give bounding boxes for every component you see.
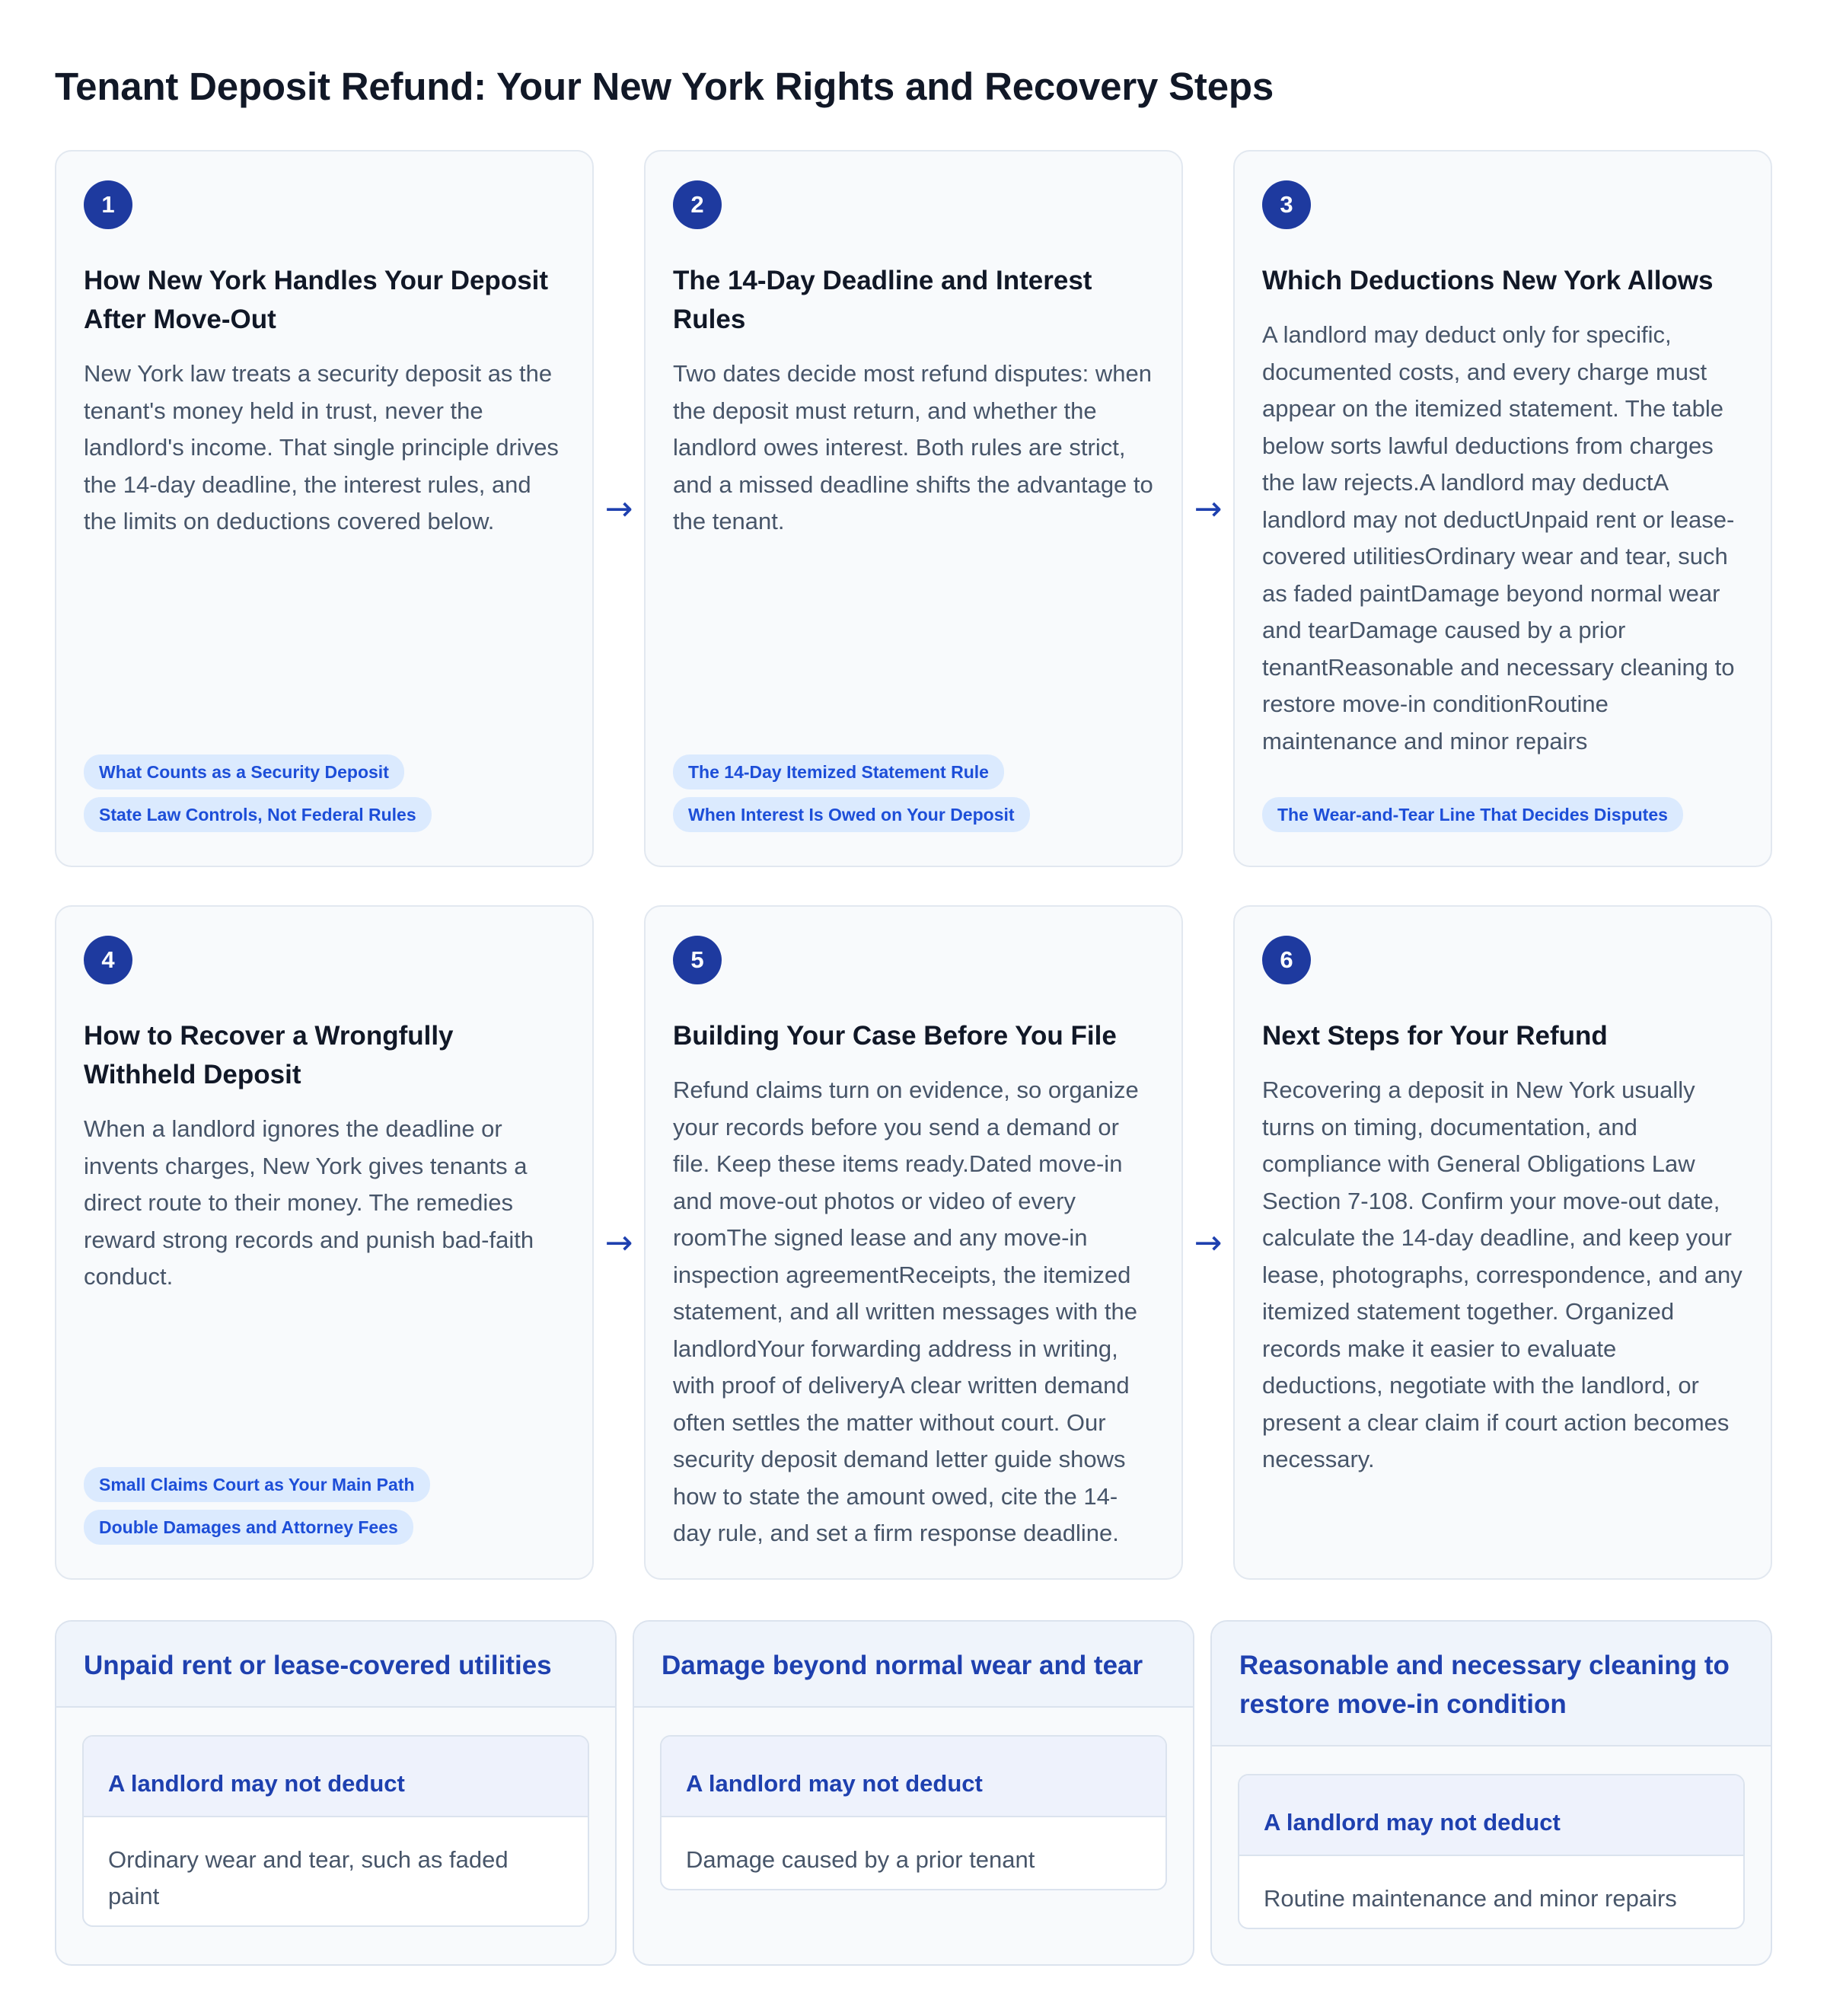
topic-tag[interactable]: Small Claims Court as Your Main Path: [84, 1467, 430, 1502]
step-body: When a landlord ignores the deadline or invents charges, New York gives tenants a direct route to their money. The remedies reward strong records and punish bad-faith conduct.: [84, 1115, 534, 1290]
topic-tag[interactable]: The 14-Day Itemized Statement Rule: [673, 754, 1004, 789]
not-allowed-panel: [82, 1735, 589, 1927]
step-card-4: [55, 905, 594, 1580]
not-allowed-deduction: Damage caused by a prior tenant: [686, 1846, 1035, 1873]
topic-tag[interactable]: Double Damages and Attorney Fees: [84, 1510, 413, 1545]
step-body: New York law treats a security deposit as the tenant's money held in trust, never the landlord's income. That single principle drives the 14-day deadline, the interest rules, and the limits on deductions covered below.: [84, 360, 559, 534]
not-allowed-deduction: Ordinary wear and tear, such as faded paint: [108, 1846, 509, 1909]
arrow-right-icon: →: [1194, 489, 1223, 528]
step-title: How New York Handles Your Deposit After Move-Out: [84, 266, 549, 334]
step-tags: [673, 754, 1154, 832]
allowed-deduction: Damage beyond normal wear and tear: [634, 1622, 1193, 1708]
allowed-deduction: Unpaid rent or lease-covered utilities: [56, 1622, 615, 1708]
step-tags: [84, 1467, 565, 1545]
step-title: The 14-Day Deadline and Interest Rules: [673, 266, 1092, 334]
step-tags: [84, 754, 565, 832]
topic-tag[interactable]: The Wear-and-Tear Line That Decides Disputes: [1262, 797, 1683, 832]
step-card-3: [1233, 150, 1772, 867]
step-card-6: [1233, 905, 1772, 1580]
step-number-badge: 5: [673, 936, 722, 984]
step-title: Building Your Case Before You File: [673, 1021, 1117, 1051]
step-card-1: [55, 150, 594, 867]
step-card-5: [644, 905, 1183, 1580]
step-number-badge: 1: [84, 180, 132, 229]
not-allowed-label: A landlord may not deduct: [1239, 1775, 1743, 1856]
step-title: How to Recover a Wrongfully Withheld Deposit: [84, 1021, 454, 1089]
step-card-2: [644, 150, 1183, 867]
topic-tag[interactable]: State Law Controls, Not Federal Rules: [84, 797, 432, 832]
deduction-card: [1210, 1620, 1772, 1966]
deduction-card: [633, 1620, 1194, 1966]
deductions-table: [55, 1620, 1772, 1966]
step-number-badge: 3: [1262, 180, 1311, 229]
not-allowed-deduction: Routine maintenance and minor repairs: [1264, 1885, 1677, 1912]
arrow-right-icon: →: [604, 489, 633, 528]
step-number-badge: 2: [673, 180, 722, 229]
step-title: Which Deductions New York Allows: [1262, 266, 1714, 295]
step-body: Recovering a deposit in New York usually turns on timing, documentation, and compliance with General Obligations Law Section 7-108. Confirm your move-out date, calculate the 14-day deadline, and keep your lease, photographs, correspondence, and any itemized statement together. Organized records make it easier to evaluate deductions, negotiate with the landlord, or present a clear claim if court action becomes necessary.: [1262, 1077, 1743, 1472]
topic-tag[interactable]: What Counts as a Security Deposit: [84, 754, 404, 789]
arrow-right-icon: →: [1194, 1223, 1223, 1262]
step-body: Refund claims turn on evidence, so organize your records before you send a demand or file. Keep these items ready.Dated move-in and move-out photos or video of every roomThe signed lease and any move-in inspection agreementReceipts, the itemized statement, and all written messages with the landlordYour forwarding address in writing, with proof of deliveryA clear written demand often settles the matter without court. Our security deposit demand letter guide shows how to state the amount owed, cite the 14-day rule, and set a firm response deadline.: [673, 1077, 1139, 1546]
step-number-badge: 4: [84, 936, 132, 984]
step-body: Two dates decide most refund disputes: when the deposit must return, and whether the landlord owes interest. Both rules are strict, and a missed deadline shifts the advantage to the tenant.: [673, 360, 1153, 534]
steps-row: [55, 905, 1772, 1580]
step-number-badge: 6: [1262, 936, 1311, 984]
not-allowed-label: A landlord may not deduct: [84, 1737, 588, 1817]
not-allowed-panel: [660, 1735, 1167, 1890]
allowed-deduction: Reasonable and necessary cleaning to restore move-in condition: [1212, 1622, 1771, 1746]
step-tags: [1262, 797, 1743, 832]
step-body: A landlord may deduct only for specific, documented costs, and every charge must appear on the itemized statement. The table below sorts lawful deductions from charges the law rejects.A landlord may deductA landlord may not deductUnpaid rent or lease-covered utilitiesOrdinary wear and tear, such as faded paintDamage beyond normal wear and tearDamage caused by a prior tenantReasonable and necessary cleaning to restore move-in conditionRoutine maintenance and minor repairs: [1262, 321, 1735, 754]
deduction-card: [55, 1620, 617, 1966]
not-allowed-label: A landlord may not deduct: [662, 1737, 1165, 1817]
steps-row: [55, 150, 1772, 867]
page-title: Tenant Deposit Refund: Your New York Rights and Recovery Steps: [55, 65, 1274, 108]
steps-grid: [55, 150, 1772, 1618]
step-title: Next Steps for Your Refund: [1262, 1021, 1608, 1051]
not-allowed-panel: [1238, 1774, 1745, 1929]
topic-tag[interactable]: When Interest Is Owed on Your Deposit: [673, 797, 1030, 832]
arrow-right-icon: →: [604, 1223, 633, 1262]
